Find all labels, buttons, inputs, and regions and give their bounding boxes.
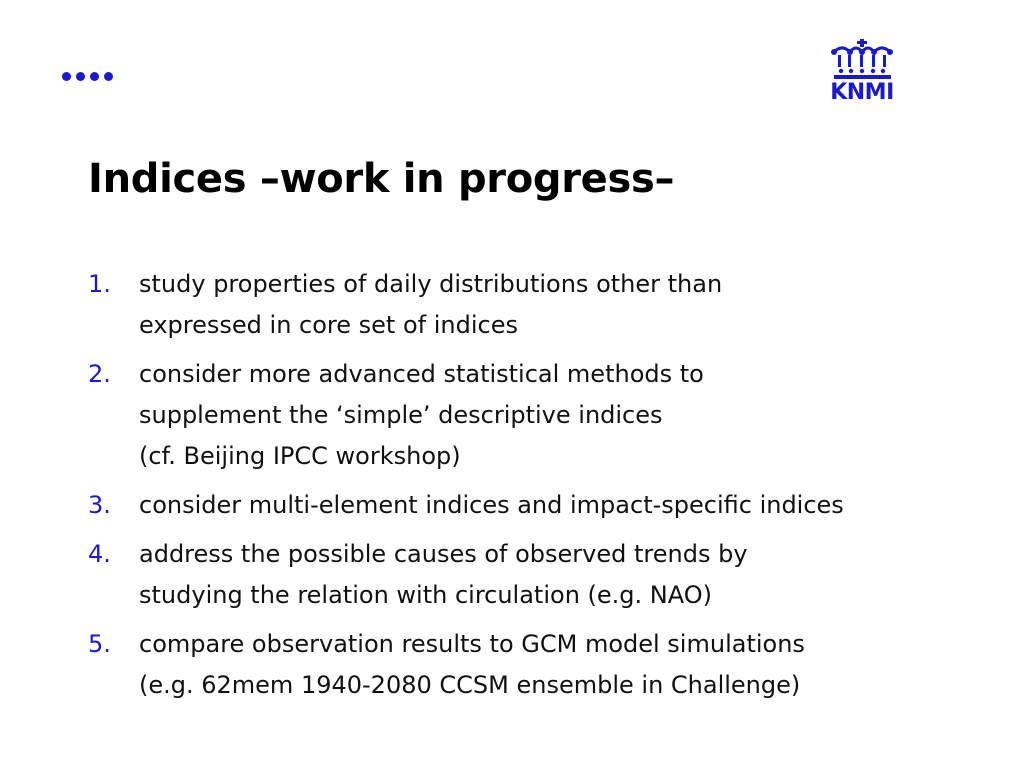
dot-icon <box>104 72 113 81</box>
list-item <box>88 264 1008 346</box>
list-item <box>88 354 1008 477</box>
numbered-list <box>88 264 1008 714</box>
list-item-text: consider multi-element indices and impact-specific indices <box>139 491 844 519</box>
dot-icon <box>76 72 85 81</box>
list-item-text: studying the relation with circulation (e.g. NAO) <box>139 581 712 609</box>
crown-icon <box>820 38 910 82</box>
list-item-text: compare observation results to GCM model simulations <box>139 630 805 658</box>
decorative-dots <box>62 72 113 81</box>
list-item <box>88 624 1008 706</box>
list-item-text: supplement the ‘simple’ descriptive indices <box>139 401 663 429</box>
list-item-number: 3. <box>88 491 111 519</box>
list-item <box>88 485 1008 526</box>
list-item <box>88 534 1008 616</box>
knmi-logo <box>820 38 910 106</box>
list-item-number: 2. <box>88 360 111 388</box>
list-item-number: 5. <box>88 630 111 658</box>
dot-icon <box>62 72 71 81</box>
list-item-number: 4. <box>88 540 111 568</box>
list-item-text: address the possible causes of observed trends by <box>139 540 748 568</box>
dot-icon <box>90 72 99 81</box>
list-item-text: consider more advanced statistical methods to <box>139 360 704 388</box>
list-item-text: (e.g. 62mem 1940-2080 CCSM ensemble in Challenge) <box>139 671 801 699</box>
list-item-text: (cf. Beijing IPCC workshop) <box>139 442 461 470</box>
list-item-text: expressed in core set of indices <box>139 311 518 339</box>
list-item-text: study properties of daily distributions other than <box>139 270 723 298</box>
list-item-number: 1. <box>88 270 111 298</box>
page-title: Indices –work in progress– <box>88 156 675 202</box>
logo-text: KNMI <box>830 80 894 105</box>
